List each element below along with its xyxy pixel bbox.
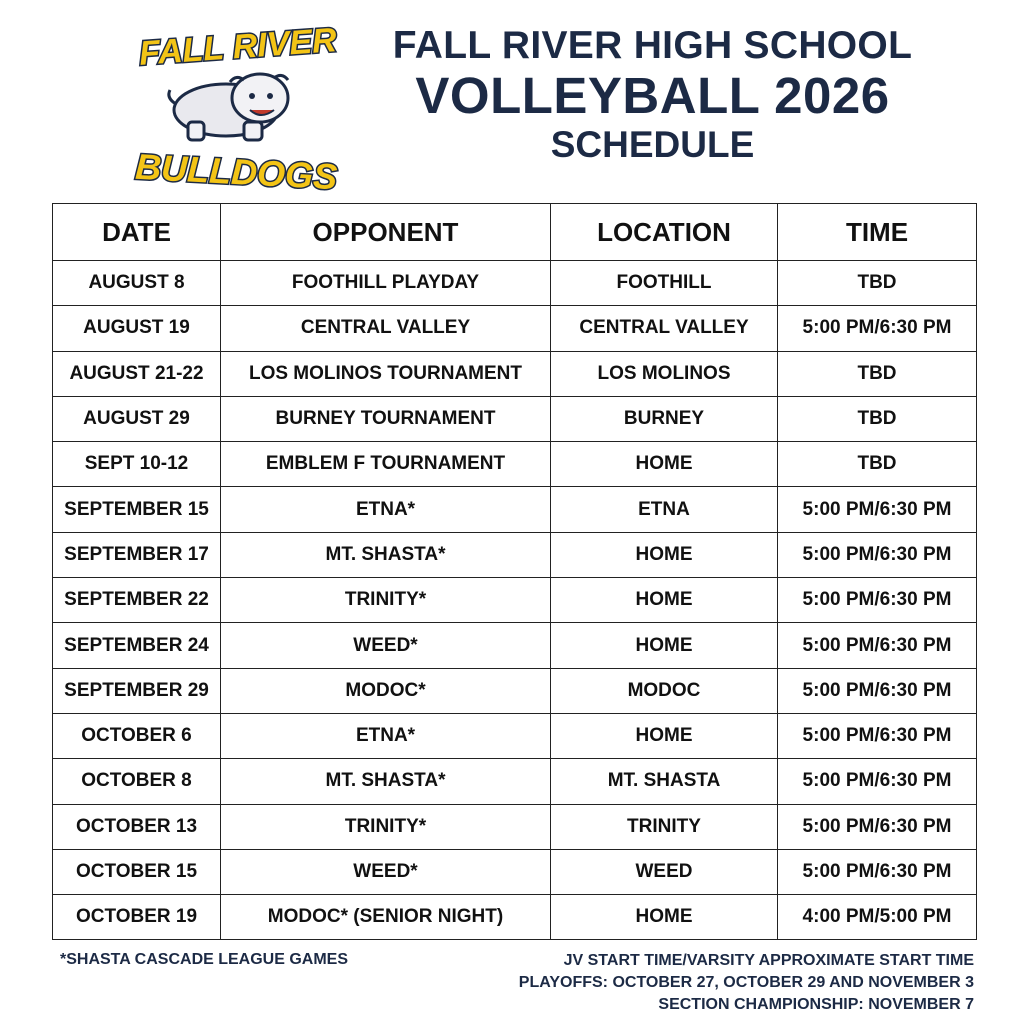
playoffs-note: PLAYOFFS: OCTOBER 27, OCTOBER 29 AND NOVEMBER 3 <box>518 974 974 991</box>
opponent-cell: TRINITY* <box>221 578 551 623</box>
date-cell: SEPTEMBER 24 <box>53 623 221 668</box>
table-row <box>53 351 977 396</box>
opponent-cell: FOOTHILL PLAYDAY <box>221 261 551 306</box>
location-cell: MT. SHASTA <box>551 759 778 804</box>
footer-notes <box>519 950 974 1016</box>
opponent-cell: BURNEY TOURNAMENT <box>221 396 551 441</box>
date-cell: OCTOBER 8 <box>53 759 221 804</box>
schedule-table <box>52 203 977 940</box>
time-cell: 5:00 PM/6:30 PM <box>778 306 977 351</box>
section-championship-note: SECTION CHAMPIONSHIP: NOVEMBER 7 <box>658 996 974 1013</box>
column-header-location: LOCATION <box>551 204 778 261</box>
table-row <box>53 895 977 940</box>
table-row <box>53 849 977 894</box>
date-cell: SEPTEMBER 17 <box>53 532 221 577</box>
school-logo <box>134 10 339 198</box>
location-cell: ETNA <box>551 487 778 532</box>
table-row <box>53 306 977 351</box>
time-cell: 5:00 PM/6:30 PM <box>778 578 977 623</box>
column-header-opponent: OPPONENT <box>221 204 551 261</box>
location-cell: TRINITY <box>551 804 778 849</box>
time-cell: 5:00 PM/6:30 PM <box>778 623 977 668</box>
location-cell: FOOTHILL <box>551 261 778 306</box>
bulldog-mascot-icon <box>134 10 339 198</box>
time-cell: 5:00 PM/6:30 PM <box>778 668 977 713</box>
schedule-label: SCHEDULE <box>550 124 755 165</box>
logo-line1: FALL RIVER <box>137 21 338 73</box>
time-cell: 5:00 PM/6:30 PM <box>778 804 977 849</box>
opponent-cell: MODOC* (SENIOR NIGHT) <box>221 895 551 940</box>
date-cell: AUGUST 29 <box>53 396 221 441</box>
opponent-cell: LOS MOLINOS TOURNAMENT <box>221 351 551 396</box>
opponent-cell: ETNA* <box>221 713 551 758</box>
date-cell: AUGUST 19 <box>53 306 221 351</box>
table-row <box>53 442 977 487</box>
opponent-cell: ETNA* <box>221 487 551 532</box>
location-cell: CENTRAL VALLEY <box>551 306 778 351</box>
location-cell: HOME <box>551 532 778 577</box>
date-cell: SEPTEMBER 22 <box>53 578 221 623</box>
date-cell: OCTOBER 13 <box>53 804 221 849</box>
school-name: FALL RIVER HIGH SCHOOL <box>392 24 913 67</box>
opponent-cell: MT. SHASTA* <box>221 759 551 804</box>
time-cell: 5:00 PM/6:30 PM <box>778 713 977 758</box>
time-cell: 5:00 PM/6:30 PM <box>778 759 977 804</box>
table-row <box>53 578 977 623</box>
location-cell: WEED <box>551 849 778 894</box>
time-cell: TBD <box>778 351 977 396</box>
date-cell: SEPT 10-12 <box>53 442 221 487</box>
table-row <box>53 668 977 713</box>
table-row <box>53 396 977 441</box>
time-cell: 4:00 PM/5:00 PM <box>778 895 977 940</box>
location-cell: HOME <box>551 623 778 668</box>
date-cell: OCTOBER 15 <box>53 849 221 894</box>
time-cell: TBD <box>778 396 977 441</box>
location-cell: HOME <box>551 578 778 623</box>
header-row <box>53 204 977 261</box>
time-cell: 5:00 PM/6:30 PM <box>778 487 977 532</box>
bulldog-icon <box>169 74 288 140</box>
logo-line2: BULLDOGS <box>134 145 339 198</box>
time-cell: TBD <box>778 261 977 306</box>
location-cell: HOME <box>551 895 778 940</box>
table-row <box>53 487 977 532</box>
column-header-date: DATE <box>53 204 221 261</box>
league-note: *SHASTA CASCADE LEAGUE GAMES <box>60 951 349 968</box>
column-header-time: TIME <box>778 204 977 261</box>
opponent-cell: MODOC* <box>221 668 551 713</box>
table-row <box>53 532 977 577</box>
opponent-cell: MT. SHASTA* <box>221 532 551 577</box>
time-cell: TBD <box>778 442 977 487</box>
date-cell: OCTOBER 19 <box>53 895 221 940</box>
sport-year: VOLLEYBALL 2026 <box>415 67 890 124</box>
location-cell: HOME <box>551 713 778 758</box>
table-row <box>53 759 977 804</box>
start-time-note: JV START TIME/VARSITY APPROXIMATE START TIME <box>563 952 974 969</box>
time-cell: 5:00 PM/6:30 PM <box>778 532 977 577</box>
date-cell: OCTOBER 6 <box>53 713 221 758</box>
table-row <box>53 804 977 849</box>
table-row <box>53 623 977 668</box>
opponent-cell: WEED* <box>221 623 551 668</box>
table-row <box>53 713 977 758</box>
location-cell: LOS MOLINOS <box>551 351 778 396</box>
date-cell: AUGUST 21-22 <box>53 351 221 396</box>
date-cell: SEPTEMBER 15 <box>53 487 221 532</box>
date-cell: AUGUST 8 <box>53 261 221 306</box>
time-cell: 5:00 PM/6:30 PM <box>778 849 977 894</box>
opponent-cell: WEED* <box>221 849 551 894</box>
opponent-cell: TRINITY* <box>221 804 551 849</box>
location-cell: MODOC <box>551 668 778 713</box>
date-cell: SEPTEMBER 29 <box>53 668 221 713</box>
opponent-cell: EMBLEM F TOURNAMENT <box>221 442 551 487</box>
location-cell: BURNEY <box>551 396 778 441</box>
opponent-cell: CENTRAL VALLEY <box>221 306 551 351</box>
table-row <box>53 261 977 306</box>
location-cell: HOME <box>551 442 778 487</box>
page-title <box>380 24 925 166</box>
